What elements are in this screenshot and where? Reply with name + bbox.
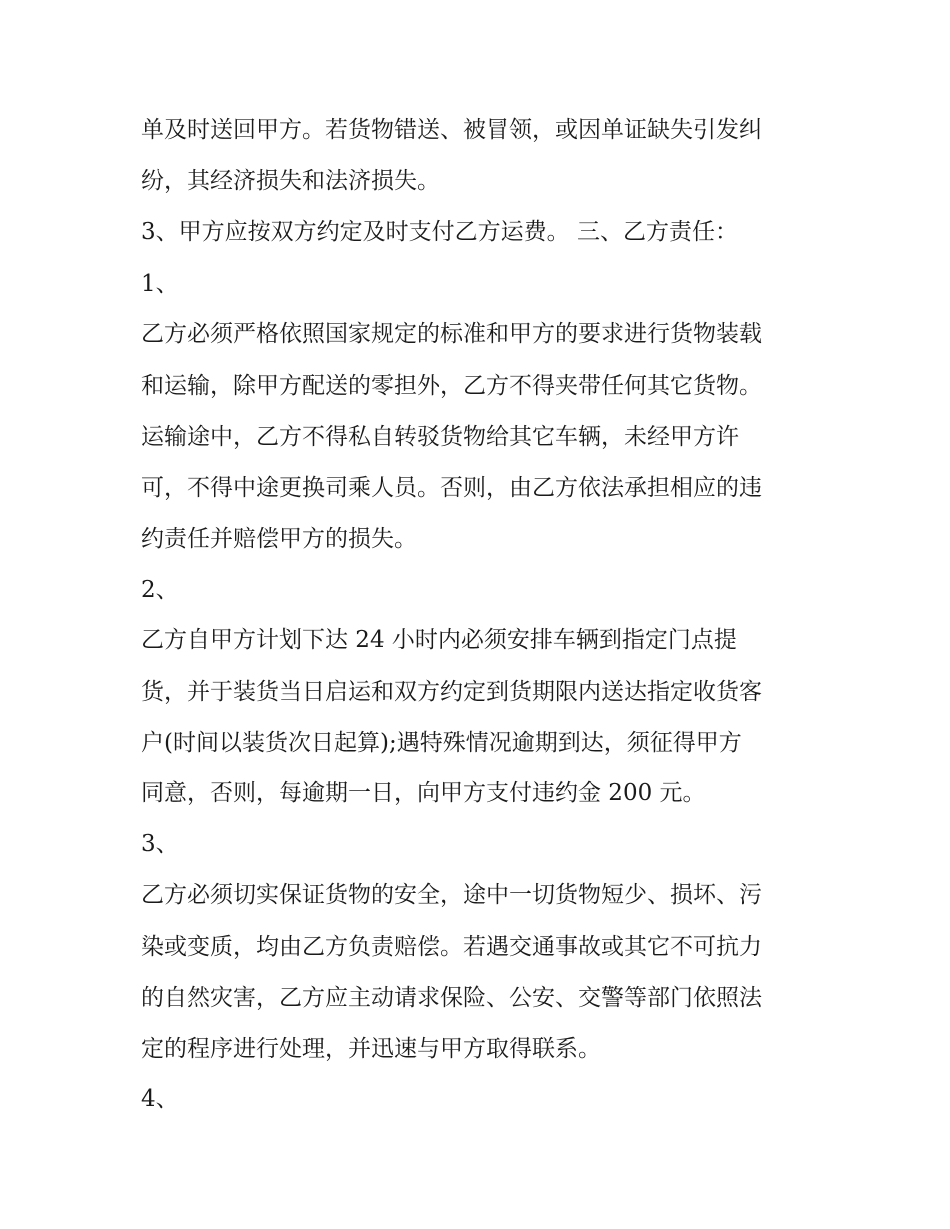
text-line: 乙方必须严格依照国家规定的标准和甲方的要求进行货物装载	[141, 321, 762, 347]
text-line: 同意，否则，每逾期一日，向甲方支付违约金 200 元。	[141, 780, 706, 806]
text-line: 约责任并赔偿甲方的损失。	[141, 526, 417, 552]
text-line: 纷，其经济损失和法济损失。	[141, 168, 440, 194]
text-line: 乙方必须切实保证货物的安全，途中一切货物短少、损坏、污	[141, 882, 762, 908]
text-line: 定的程序进行处理，并迅速与甲方取得联系。	[141, 1036, 601, 1062]
clause-number: 4、	[141, 1086, 179, 1112]
text-line: 可，不得中途更换司乘人员。否则，由乙方依法承担相应的违	[141, 475, 762, 501]
text-line: 户(时间以装货次日起算);遇特殊情况逾期到达，须征得甲方	[141, 730, 742, 756]
clause-number: 1、	[141, 271, 179, 297]
text-line: 染或变质，均由乙方负责赔偿。若遇交通事故或其它不可抗力	[141, 934, 762, 960]
text-line: 3、甲方应按双方约定及时支付乙方运费。 三、乙方责任：	[141, 219, 738, 245]
text-line: 单及时送回甲方。若货物错送、被冒领，或因单证缺失引发纠	[141, 117, 762, 143]
text-line: 运输途中，乙方不得私自转驳货物给其它车辆，未经甲方许	[141, 424, 739, 450]
text-line: 的自然灾害，乙方应主动请求保险、公安、交警等部门依照法	[141, 985, 762, 1011]
clause-number: 3、	[141, 831, 179, 857]
text-line: 货，并于装货当日启运和双方约定到货期限内送达指定收货客	[141, 679, 762, 705]
text-line: 和运输，除甲方配送的零担外，乙方不得夹带任何其它货物。	[141, 373, 762, 399]
clause-number: 2、	[141, 577, 179, 603]
text-line: 乙方自甲方计划下达 24 小时内必须安排车辆到指定门点提	[141, 627, 737, 653]
